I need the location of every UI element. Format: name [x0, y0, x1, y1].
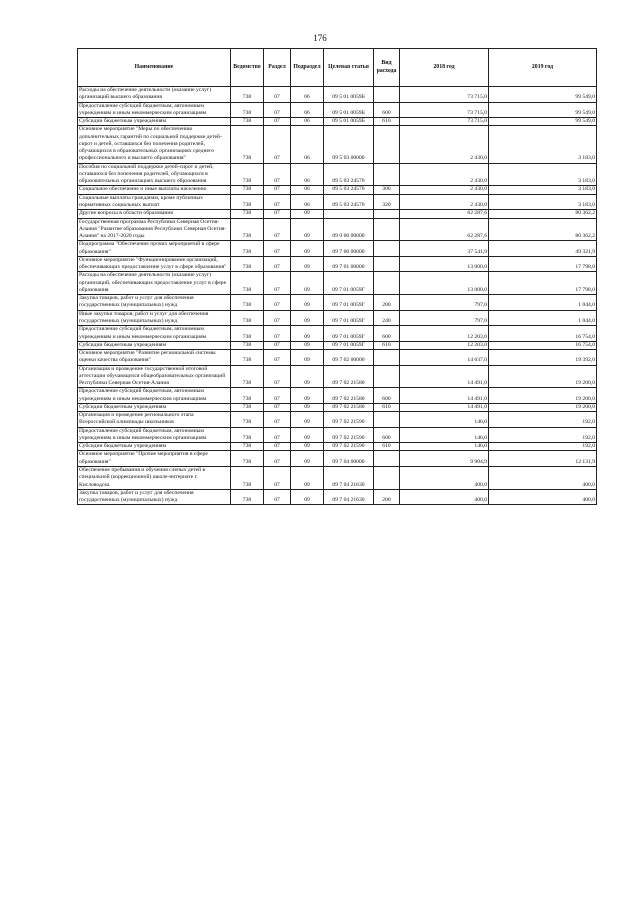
cell-2019: 49 321,9	[489, 241, 597, 257]
cell-expense-type	[374, 163, 400, 186]
cell-expense-type: 600	[374, 102, 400, 118]
cell-name: Предоставление субсидий бюджетным, автономным учреждениям и иным некоммерческим организациям	[78, 102, 231, 118]
table-row	[78, 341, 597, 349]
cell-2019: 400,0	[489, 467, 597, 490]
cell-subsection: 09	[291, 326, 324, 342]
cell-expense-type: 320	[374, 194, 400, 210]
cell-section: 07	[264, 194, 291, 210]
cell-2018: 797,0	[400, 295, 489, 311]
cell-expense-type	[374, 210, 400, 218]
cell-2018: 62 287,6	[400, 218, 489, 241]
cell-expense-type	[374, 218, 400, 241]
cell-section: 07	[264, 295, 291, 311]
cell-subsection: 09	[291, 241, 324, 257]
cell-section: 07	[264, 256, 291, 272]
table-row	[78, 118, 597, 126]
cell-ministry: 738	[231, 218, 264, 241]
cell-subsection: 09	[291, 218, 324, 241]
header-subsection: Подраздел	[291, 49, 324, 87]
cell-name: Субсидии бюджетным учреждениям	[78, 443, 231, 451]
cell-target: 09 7 04 21630	[324, 467, 374, 490]
cell-target: 09 5 03 24570	[324, 163, 374, 186]
cell-section: 07	[264, 388, 291, 404]
cell-target: 09 5 01 0059Б	[324, 87, 374, 103]
cell-ministry: 738	[231, 427, 264, 443]
cell-2018: 9 904,9	[400, 451, 489, 467]
cell-2019: 99 549,0	[489, 87, 597, 103]
cell-name: Расходы на обеспечение деятельности (оказание услуг) организаций, обеспечивающих предоставление услуг в сфере образования	[78, 272, 231, 295]
cell-section: 07	[264, 87, 291, 103]
cell-section: 07	[264, 412, 291, 428]
cell-2019: 99 549,0	[489, 118, 597, 126]
cell-section: 07	[264, 186, 291, 194]
cell-name: Пособия по социальной поддержке детей-сирот и детей, оставшихся без попечения родителей, обучающихся в образовательных организациях высшего образования	[78, 163, 231, 186]
table-row	[78, 412, 597, 428]
cell-expense-type	[374, 412, 400, 428]
cell-subsection: 09	[291, 388, 324, 404]
cell-2019: 19 200,0	[489, 388, 597, 404]
cell-name: Закупка товаров, работ и услуг для обеспечения государственных (муниципальных) нужд	[78, 489, 231, 505]
cell-subsection: 09	[291, 350, 324, 366]
cell-2019: 19 200,0	[489, 365, 597, 388]
cell-name: Обеспечение пребывания и обучения слепых детей в специальной (коррекционной) школе-интернате г. Кисловодска	[78, 467, 231, 490]
cell-2019: 192,0	[489, 443, 597, 451]
cell-ministry: 738	[231, 194, 264, 210]
cell-section: 07	[264, 241, 291, 257]
cell-expense-type: 600	[374, 427, 400, 443]
header-2019: 2019 год	[489, 49, 597, 87]
cell-2018: 14 491,0	[400, 365, 489, 388]
cell-subsection: 06	[291, 163, 324, 186]
cell-target: 09 5 01 0059Б	[324, 118, 374, 126]
cell-ministry: 738	[231, 256, 264, 272]
cell-expense-type	[374, 256, 400, 272]
cell-section: 07	[264, 310, 291, 326]
cell-target: 09 7 01 00000	[324, 256, 374, 272]
table-row	[78, 365, 597, 388]
cell-name: Субсидии бюджетным учреждениям	[78, 118, 231, 126]
cell-section: 07	[264, 403, 291, 411]
header-2018: 2018 год	[400, 49, 489, 87]
cell-2018: 12 203,0	[400, 341, 489, 349]
cell-target: 09 7 00 00000	[324, 241, 374, 257]
cell-2018: 2 430,0	[400, 194, 489, 210]
cell-2019: 12 131,9	[489, 451, 597, 467]
table-row	[78, 126, 597, 163]
cell-2018: 14 491,0	[400, 403, 489, 411]
cell-2019: 1 044,0	[489, 310, 597, 326]
table-row	[78, 241, 597, 257]
cell-ministry: 738	[231, 489, 264, 505]
cell-subsection: 09	[291, 451, 324, 467]
table-row	[78, 295, 597, 311]
cell-2018: 62 287,6	[400, 210, 489, 218]
cell-ministry: 738	[231, 295, 264, 311]
cell-section: 07	[264, 427, 291, 443]
cell-2019: 17 798,0	[489, 256, 597, 272]
cell-2019: 17 798,0	[489, 272, 597, 295]
table-row	[78, 186, 597, 194]
cell-name: Предоставление субсидий бюджетным, автономным учреждениям и иным некоммерческим организациям	[78, 388, 231, 404]
cell-2018: 73 715,0	[400, 102, 489, 118]
cell-ministry: 738	[231, 326, 264, 342]
cell-subsection: 09	[291, 295, 324, 311]
table-row	[78, 163, 597, 186]
cell-name: Иные закупки товаров, работ и услуг для обеспечения государственных (муниципальных) нужд	[78, 310, 231, 326]
cell-2019: 3 183,0	[489, 186, 597, 194]
cell-expense-type	[374, 272, 400, 295]
cell-name: Субсидии бюджетным учреждениям	[78, 341, 231, 349]
table-row	[78, 310, 597, 326]
cell-ministry: 738	[231, 412, 264, 428]
cell-target: 09 5 01 0059Б	[324, 102, 374, 118]
table-row	[78, 256, 597, 272]
cell-section: 07	[264, 451, 291, 467]
cell-target: 09 7 04 00000	[324, 451, 374, 467]
cell-2019: 19 200,0	[489, 403, 597, 411]
cell-2018: 73 715,0	[400, 87, 489, 103]
cell-target: 09 7 01 0059Г	[324, 310, 374, 326]
cell-target: 09 7 04 21630	[324, 489, 374, 505]
cell-ministry: 738	[231, 272, 264, 295]
header-target: Целевая статья	[324, 49, 374, 87]
cell-subsection: 09	[291, 272, 324, 295]
cell-ministry: 738	[231, 350, 264, 366]
cell-target: 09 7 01 0059Г	[324, 272, 374, 295]
cell-section: 07	[264, 218, 291, 241]
cell-subsection: 09	[291, 365, 324, 388]
cell-subsection: 09	[291, 310, 324, 326]
cell-target: 09 5 03 24570	[324, 194, 374, 210]
table-row	[78, 467, 597, 490]
table-row	[78, 350, 597, 366]
cell-subsection: 06	[291, 118, 324, 126]
cell-expense-type: 610	[374, 118, 400, 126]
cell-section: 07	[264, 102, 291, 118]
cell-2019: 19 392,0	[489, 350, 597, 366]
cell-section: 07	[264, 443, 291, 451]
cell-2019: 16 754,0	[489, 326, 597, 342]
cell-2018: 13 000,0	[400, 256, 489, 272]
cell-2019: 16 754,0	[489, 341, 597, 349]
page-number: 176	[313, 33, 327, 43]
cell-name: Основное мероприятие "Меры по обеспечению дополнительных гарантий по социальной поддержке детей-сирот и детей, оставшихся без попечения родителей, обучающихся в образовательных организациях среднего профессионального и высшего образования"	[78, 126, 231, 163]
cell-section: 07	[264, 489, 291, 505]
cell-subsection: 09	[291, 467, 324, 490]
cell-2019: 3 183,0	[489, 194, 597, 210]
cell-subsection: 06	[291, 102, 324, 118]
cell-target: 09 7 01 0059Г	[324, 341, 374, 349]
cell-subsection: 09	[291, 427, 324, 443]
cell-2019: 400,0	[489, 489, 597, 505]
cell-ministry: 738	[231, 467, 264, 490]
cell-target: 09 7 02 21590	[324, 443, 374, 451]
cell-2018: 400,0	[400, 489, 489, 505]
cell-section: 07	[264, 326, 291, 342]
cell-target: 09 7 01 0059Г	[324, 295, 374, 311]
cell-target: 09 7 02 21590	[324, 427, 374, 443]
cell-expense-type	[374, 451, 400, 467]
cell-subsection: 09	[291, 341, 324, 349]
cell-target: 09 7 02 21590	[324, 412, 374, 428]
cell-target: 09 7 01 0059Г	[324, 326, 374, 342]
cell-target: 09 0 00 00000	[324, 218, 374, 241]
cell-name: Социальные выплаты гражданам, кроме публичных нормативных социальных выплат	[78, 194, 231, 210]
cell-target: 09 7 02 21580	[324, 388, 374, 404]
cell-name: Предоставление субсидий бюджетным, автономным учреждениям и иным некоммерческим организациям	[78, 427, 231, 443]
cell-name: Основное мероприятие "Функционирование организаций, обеспечивающих предоставление услуг в сфере образования"	[78, 256, 231, 272]
cell-expense-type	[374, 467, 400, 490]
cell-subsection: 06	[291, 194, 324, 210]
cell-expense-type: 610	[374, 443, 400, 451]
cell-2018: 2 430,0	[400, 163, 489, 186]
cell-target: 09 5 03 00000	[324, 126, 374, 163]
header-ministry: Ведомство	[231, 49, 264, 87]
table-row	[78, 210, 597, 218]
cell-target: 09 7 02 21580	[324, 403, 374, 411]
cell-ministry: 738	[231, 87, 264, 103]
cell-name: Организация и проведение регионального этапа Всероссийской олимпиады школьников	[78, 412, 231, 428]
cell-section: 07	[264, 163, 291, 186]
cell-2019: 192,0	[489, 412, 597, 428]
cell-name: Государственная программа Республики Северная Осетия-Алания "Развитие образования Республики Северная Осетия-Алания" на 2017-2020 годы	[78, 218, 231, 241]
cell-expense-type: 610	[374, 403, 400, 411]
cell-2018: 2 430,0	[400, 126, 489, 163]
cell-expense-type	[374, 365, 400, 388]
cell-target: 09 7 02 00000	[324, 350, 374, 366]
cell-section: 07	[264, 365, 291, 388]
cell-2018: 12 203,0	[400, 326, 489, 342]
header-name: Наименование	[78, 49, 231, 87]
cell-ministry: 738	[231, 443, 264, 451]
cell-subsection: 06	[291, 87, 324, 103]
cell-section: 07	[264, 341, 291, 349]
cell-2018: 13 000,0	[400, 272, 489, 295]
cell-2018: 2 430,0	[400, 186, 489, 194]
cell-name: Социальное обеспечение и иные выплаты населению	[78, 186, 231, 194]
cell-2019: 80 362,2	[489, 218, 597, 241]
cell-ministry: 738	[231, 118, 264, 126]
cell-expense-type: 600	[374, 326, 400, 342]
cell-2018: 146,0	[400, 412, 489, 428]
cell-2018: 146,0	[400, 427, 489, 443]
cell-ministry: 738	[231, 126, 264, 163]
cell-ministry: 738	[231, 451, 264, 467]
cell-section: 07	[264, 467, 291, 490]
cell-2019: 3 183,0	[489, 163, 597, 186]
cell-name: Предоставление субсидий бюджетным, автономным учреждениям и иным некоммерческим организациям	[78, 326, 231, 342]
cell-subsection: 09	[291, 210, 324, 218]
cell-ministry: 738	[231, 388, 264, 404]
cell-2019: 80 362,2	[489, 210, 597, 218]
cell-subsection: 09	[291, 443, 324, 451]
table-row	[78, 403, 597, 411]
table-row	[78, 427, 597, 443]
cell-expense-type: 600	[374, 388, 400, 404]
cell-expense-type: 200	[374, 295, 400, 311]
cell-name: Основное мероприятие "Развитие региональной системы оценки качества образования"	[78, 350, 231, 366]
cell-ministry: 738	[231, 310, 264, 326]
cell-ministry: 738	[231, 241, 264, 257]
cell-ministry: 738	[231, 403, 264, 411]
cell-2019: 1 044,0	[489, 295, 597, 311]
cell-section: 07	[264, 272, 291, 295]
cell-target: 09 5 03 24570	[324, 186, 374, 194]
cell-subsection: 09	[291, 256, 324, 272]
cell-2019: 3 183,0	[489, 126, 597, 163]
cell-name: Основное мероприятие "Прочие мероприятия в сфере образования"	[78, 451, 231, 467]
cell-expense-type	[374, 241, 400, 257]
cell-2018: 146,0	[400, 443, 489, 451]
table-row	[78, 102, 597, 118]
cell-subsection: 06	[291, 126, 324, 163]
cell-expense-type: 300	[374, 186, 400, 194]
cell-subsection: 06	[291, 186, 324, 194]
cell-section: 07	[264, 350, 291, 366]
table-row	[78, 443, 597, 451]
table-row	[78, 87, 597, 103]
table-row	[78, 388, 597, 404]
cell-name: Субсидии бюджетным учреждениям	[78, 403, 231, 411]
cell-section: 07	[264, 126, 291, 163]
cell-2019: 192,0	[489, 427, 597, 443]
table-row	[78, 489, 597, 505]
budget-table	[77, 48, 597, 505]
cell-expense-type: 610	[374, 341, 400, 349]
cell-name: Подпрограмма "Обеспечение прочих мероприятий в сфере образования"	[78, 241, 231, 257]
cell-ministry: 738	[231, 341, 264, 349]
cell-target: 09 7 02 21580	[324, 365, 374, 388]
cell-name: Закупка товаров, работ и услуг для обеспечения государственных (муниципальных) нужд	[78, 295, 231, 311]
table-row	[78, 218, 597, 241]
cell-subsection: 09	[291, 403, 324, 411]
cell-subsection: 09	[291, 489, 324, 505]
cell-2018: 797,0	[400, 310, 489, 326]
cell-2018: 14 491,0	[400, 388, 489, 404]
cell-2018: 400,0	[400, 467, 489, 490]
cell-2018: 37 541,9	[400, 241, 489, 257]
cell-expense-type	[374, 350, 400, 366]
cell-name: Другие вопросы в области образования	[78, 210, 231, 218]
cell-expense-type: 240	[374, 310, 400, 326]
cell-ministry: 738	[231, 186, 264, 194]
cell-name: Расходы на обеспечение деятельности (оказание услуг) организаций высшего образования	[78, 87, 231, 103]
cell-subsection: 09	[291, 412, 324, 428]
cell-target	[324, 210, 374, 218]
table-row	[78, 451, 597, 467]
cell-2018: 14 637,0	[400, 350, 489, 366]
cell-section: 07	[264, 118, 291, 126]
cell-2019: 99 549,0	[489, 102, 597, 118]
cell-ministry: 738	[231, 210, 264, 218]
cell-ministry: 738	[231, 102, 264, 118]
cell-name: Организация и проведение государственной итоговой аттестации обучающихся общеобразовательных организаций Республики Северная Осетия-Алания	[78, 365, 231, 388]
table-row	[78, 272, 597, 295]
cell-2018: 73 715,0	[400, 118, 489, 126]
header-expense-type: Вид расхода	[374, 49, 400, 87]
table-header-row	[78, 49, 597, 87]
cell-ministry: 738	[231, 163, 264, 186]
header-section: Раздел	[264, 49, 291, 87]
cell-expense-type: 200	[374, 489, 400, 505]
table-row	[78, 194, 597, 210]
table-row	[78, 326, 597, 342]
cell-expense-type	[374, 87, 400, 103]
cell-expense-type	[374, 126, 400, 163]
cell-ministry: 738	[231, 365, 264, 388]
cell-section: 07	[264, 210, 291, 218]
